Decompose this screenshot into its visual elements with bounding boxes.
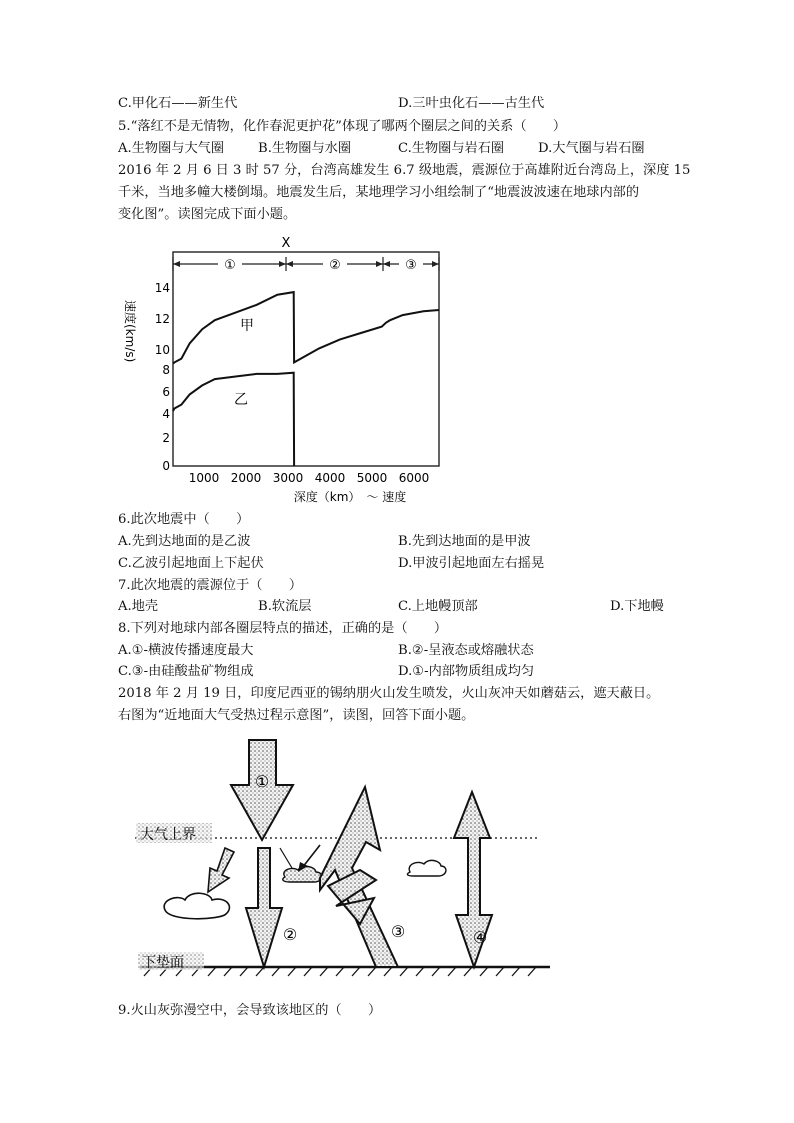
xtick-3000: 3000 bbox=[272, 471, 304, 485]
q7-option-a: A.地壳 bbox=[118, 599, 159, 614]
series-yi-line bbox=[173, 373, 294, 466]
q5-option-c: C.生物圈与岩石圈 bbox=[398, 141, 505, 156]
q8-option-a: A.①-横波传播速度最大 bbox=[118, 643, 254, 658]
q4-option-c: C.甲化石——新生代 bbox=[118, 96, 238, 111]
xtick-5000: 5000 bbox=[356, 471, 388, 485]
ytick-2: 2 bbox=[162, 431, 170, 445]
arrow-1-label: ① bbox=[254, 772, 270, 791]
q7-option-b: B.软流层 bbox=[258, 599, 312, 614]
intro1-line-1: 2016 年 2 月 6 日 3 时 57 分，台湾高雄发生 6.7 级地震，震源位于高雄附近台湾岛上，深度 15 bbox=[118, 163, 691, 178]
q5-option-a: A.生物圈与大气圈 bbox=[118, 141, 225, 156]
atmosphere-top-label: 大气上界 bbox=[140, 827, 196, 843]
q6-stem: 6.此次地震中（ ） bbox=[118, 512, 250, 527]
ytick-14: 14 bbox=[154, 281, 170, 295]
plot-frame bbox=[173, 252, 439, 466]
xtick-2000: 2000 bbox=[230, 471, 262, 485]
cloud-right bbox=[407, 860, 446, 876]
arrow-2-label: ② bbox=[282, 925, 298, 944]
seismic-wave-chart bbox=[120, 230, 460, 510]
intro1-line-2: 千米，当地多幢大楼倒塌。地震发生后，某地理学习小组绘制了“地震波波速在地球内部的 bbox=[118, 185, 640, 200]
q4-option-d: D.三叶虫化石——古生代 bbox=[398, 96, 545, 111]
series-yi-label: 乙 bbox=[234, 392, 248, 408]
ground-label: 下垫面 bbox=[142, 955, 184, 971]
xtick-6000: 6000 bbox=[398, 471, 430, 485]
q5-option-d: D.大气圈与岩石圈 bbox=[538, 141, 645, 156]
ytick-8: 8 bbox=[162, 363, 170, 377]
q6-option-a: A.先到达地面的是乙波 bbox=[118, 534, 251, 549]
xtick-4000: 4000 bbox=[314, 471, 346, 485]
ground-radiation-received-arrow bbox=[246, 848, 282, 967]
ytick-0: 0 bbox=[162, 459, 170, 473]
q9-stem: 9.火山灰弥漫空中，会导致该地区的（ ） bbox=[118, 1003, 382, 1018]
q6-option-c: C.乙波引起地面上下起伏 bbox=[118, 556, 264, 571]
ytick-10: 10 bbox=[154, 343, 170, 357]
intro2-line-1: 2018 年 2 月 19 日，印度尼西亚的锡纳朋火山发生喷发，火山灰冲天如蘑菇云，遮天蔽日。 bbox=[118, 686, 660, 701]
intro1-line-3: 变化图”。读图完成下面小题。 bbox=[118, 207, 297, 222]
q6-option-d: D.甲波引起地面左右摇晃 bbox=[398, 556, 545, 571]
y-axis-label: 速度(km/s) bbox=[123, 300, 137, 363]
q5-stem: 5.“落红不是无情物，化作春泥更护花”体现了哪两个圈层之间的关系（ ） bbox=[118, 119, 567, 134]
cloud-left bbox=[164, 893, 229, 919]
arrow-4-label: ④ bbox=[472, 928, 488, 947]
xtick-1000: 1000 bbox=[188, 471, 220, 485]
x-marker: X bbox=[281, 236, 291, 251]
atmosphere-heating-diagram bbox=[130, 730, 560, 990]
q7-option-c: C.上地幔顶部 bbox=[398, 599, 478, 614]
zone-1-label: ① bbox=[224, 258, 236, 273]
q8-option-c: C.③-由硅酸盐矿物组成 bbox=[118, 664, 254, 679]
ytick-12: 12 bbox=[154, 312, 170, 326]
series-jia-line bbox=[173, 292, 439, 364]
q7-stem: 7.此次地震的震源位于（ ） bbox=[118, 578, 303, 593]
series-jia-label: 甲 bbox=[240, 318, 254, 334]
q8-option-d: D.①-内部物质组成均匀 bbox=[398, 664, 535, 679]
ytick-4: 4 bbox=[162, 407, 170, 421]
ytick-6: 6 bbox=[162, 385, 170, 399]
q7-option-d: D.下地幔 bbox=[610, 599, 664, 614]
intro2-line-2: 右图为“近地面大气受热过程示意图”，读图，回答下面小题。 bbox=[118, 708, 475, 723]
reflection-arrow bbox=[208, 848, 234, 892]
q8-option-b: B.②-呈液态或熔融状态 bbox=[398, 643, 534, 658]
zone-2-label: ② bbox=[329, 258, 341, 273]
zone-3-label: ③ bbox=[405, 258, 417, 273]
arrow-3-label: ③ bbox=[390, 922, 406, 941]
q6-option-b: B.先到达地面的是甲波 bbox=[398, 534, 531, 549]
x-axis-label: 深度（km） ～ 速度 bbox=[293, 490, 407, 504]
q5-option-b: B.生物圈与水圈 bbox=[258, 141, 352, 156]
q8-stem: 8.下列对地球内部各圈层特点的描述，正确的是（ ） bbox=[118, 621, 448, 636]
